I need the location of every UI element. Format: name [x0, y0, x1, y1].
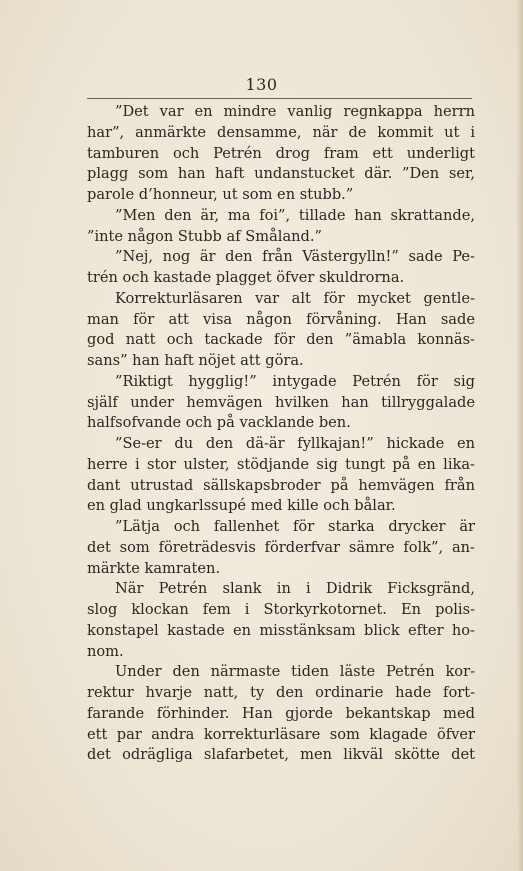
text-line: en glad ungkarlssupé med kille och bålar. — [87, 497, 396, 515]
text-line: dant utrustad sällskapsbroder på hemvägen från — [87, 476, 475, 494]
text-line: ”Riktigt hygglig!” intygade Petrén för sig — [115, 372, 475, 390]
text-line: slog klockan fem i Storkyrkotornet. En polis- — [87, 601, 475, 618]
text-line: farande förhinder. Han gjorde bekantskap med — [87, 704, 475, 722]
text-line: märkte kamraten. — [87, 559, 221, 577]
text-line: det som företrädesvis förderfvar sämre folk”, an- — [87, 538, 475, 556]
text-line: har”, anmärkte densamme, när de kommit ut i — [87, 123, 475, 141]
text-line: ”inte någon Stubb af Småland.” — [87, 227, 323, 245]
page-number: 130 — [245, 75, 278, 94]
text-line: ”Se-er du den dä-är fyllkajan!” hickade en — [115, 435, 475, 452]
text-line: ”Det var en mindre vanlig regnkappa herrn — [115, 103, 475, 120]
text-line: halfsofvande och på vacklande ben. — [87, 414, 351, 432]
text-line: konstapel kastade en misstänksam blick efter ho- — [87, 621, 475, 639]
text-line: parole d’honneur, ut som en stubb.” — [87, 186, 354, 203]
text-line: herre i stor ulster, stödjande sig tungt på en lika- — [87, 455, 475, 473]
text-line: När Petrén slank in i Didrik Ficksgränd, — [115, 580, 475, 598]
text-line: Under den närmaste tiden läste Petrén kor- — [115, 663, 475, 681]
page-edge — [517, 0, 523, 871]
header-rule — [87, 98, 472, 99]
text-line: ett par andra korrekturläsare som klagade öfver — [87, 725, 475, 743]
text-line: rektur hvarje natt, ty den ordinarie hade fort- — [87, 684, 475, 701]
text-line: det odrägliga slafarbetet, men likväl skötte det — [87, 746, 475, 764]
text-line: Korrekturläsaren var alt för mycket gentle- — [115, 289, 475, 307]
text-line: ”Nej, nog är den från Västergylln!” sade Pe- — [115, 248, 475, 266]
text-line: trén och kastade plagget öfver skuldrorna. — [87, 269, 405, 286]
text-line: nom. — [87, 642, 124, 660]
text-line: god natt och tackade för den ”ämabla konnäs- — [87, 331, 475, 349]
text-line: sans” han haft nöjet att göra. — [87, 352, 304, 369]
text-line: själf under hemvägen hvilken han tillryggalade — [87, 393, 475, 411]
body-text — [87, 102, 475, 766]
text-line: tamburen och Petrén drog fram ett underligt — [87, 144, 475, 162]
text-line: plagg som han haft undanstucket där. ”Den ser, — [87, 165, 475, 183]
text-line: man för att visa någon förvåning. Han sade — [87, 310, 475, 328]
text-line: ”Men den är, ma foi”, tillade han skrattande, — [115, 206, 475, 224]
text-line: ”Lätja och fallenhet för starka drycker är — [115, 518, 475, 535]
